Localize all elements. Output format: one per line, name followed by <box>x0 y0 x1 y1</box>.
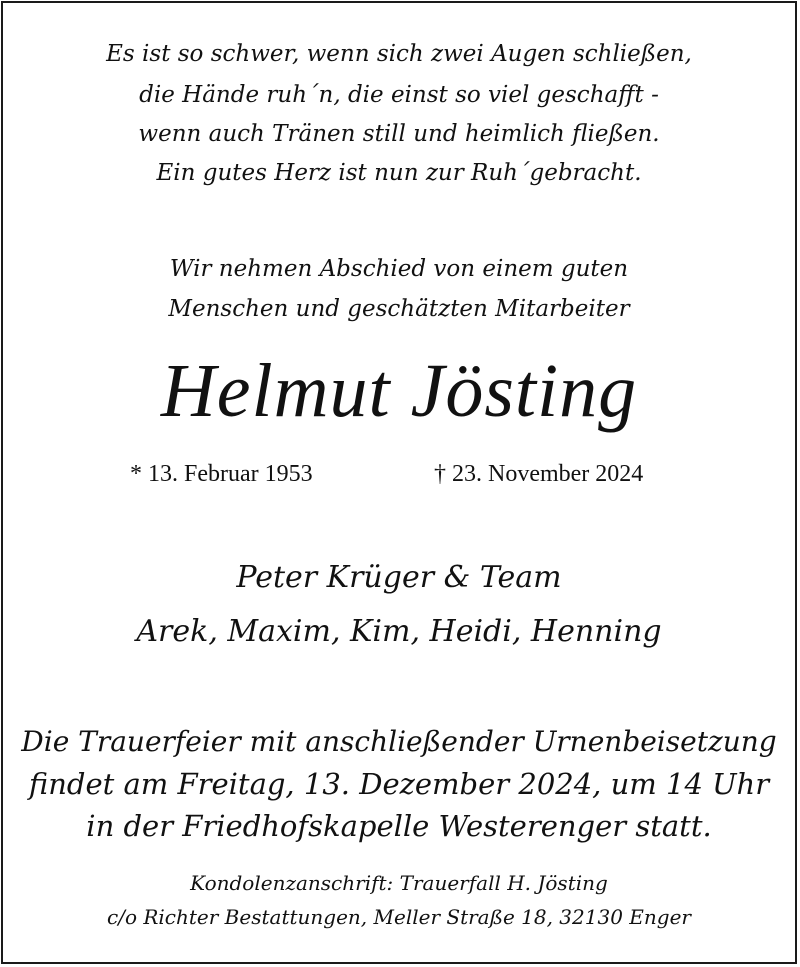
service-line-1: Die Trauerfeier mit anschließender Urnenbeisetzung <box>21 725 777 758</box>
service-line-2: findet am Freitag, 13. Dezember 2024, um 14 Uhr <box>28 767 770 801</box>
intro-line-2: Menschen und geschätzten Mitarbeiter <box>168 296 630 322</box>
obituary-frame <box>1 1 797 964</box>
poem-line-4: Ein gutes Herz ist nun zur Ruh´gebracht. <box>156 160 642 186</box>
condolence-line-2: c/o Richter Bestattungen, Meller Straße 18, 32130 Enger <box>107 905 691 929</box>
intro-line-1: Wir nehmen Abschied von einem guten <box>169 256 629 282</box>
poem-line-1: Es ist so schwer, wenn sich zwei Augen schließen, <box>106 41 692 67</box>
mourners-line-1: Peter Krüger & Team <box>236 560 562 595</box>
poem-line-3: wenn auch Tränen still und heimlich fließen. <box>138 121 660 147</box>
condolence-line-1: Kondolenzanschrift: Trauerfall H. Jösting <box>190 871 608 895</box>
birth-date: * 13. Februar 1953 <box>130 461 313 487</box>
deceased-name: Helmut Jösting <box>160 349 638 433</box>
poem-line-2: die Hände ruh´n, die einst so viel geschafft - <box>139 82 659 108</box>
death-date: † 23. November 2024 <box>434 461 644 487</box>
mourners-line-2: Arek, Maxim, Kim, Heidi, Henning <box>136 614 662 649</box>
service-line-3: in der Friedhofskapelle Westerenger statt. <box>86 809 712 843</box>
